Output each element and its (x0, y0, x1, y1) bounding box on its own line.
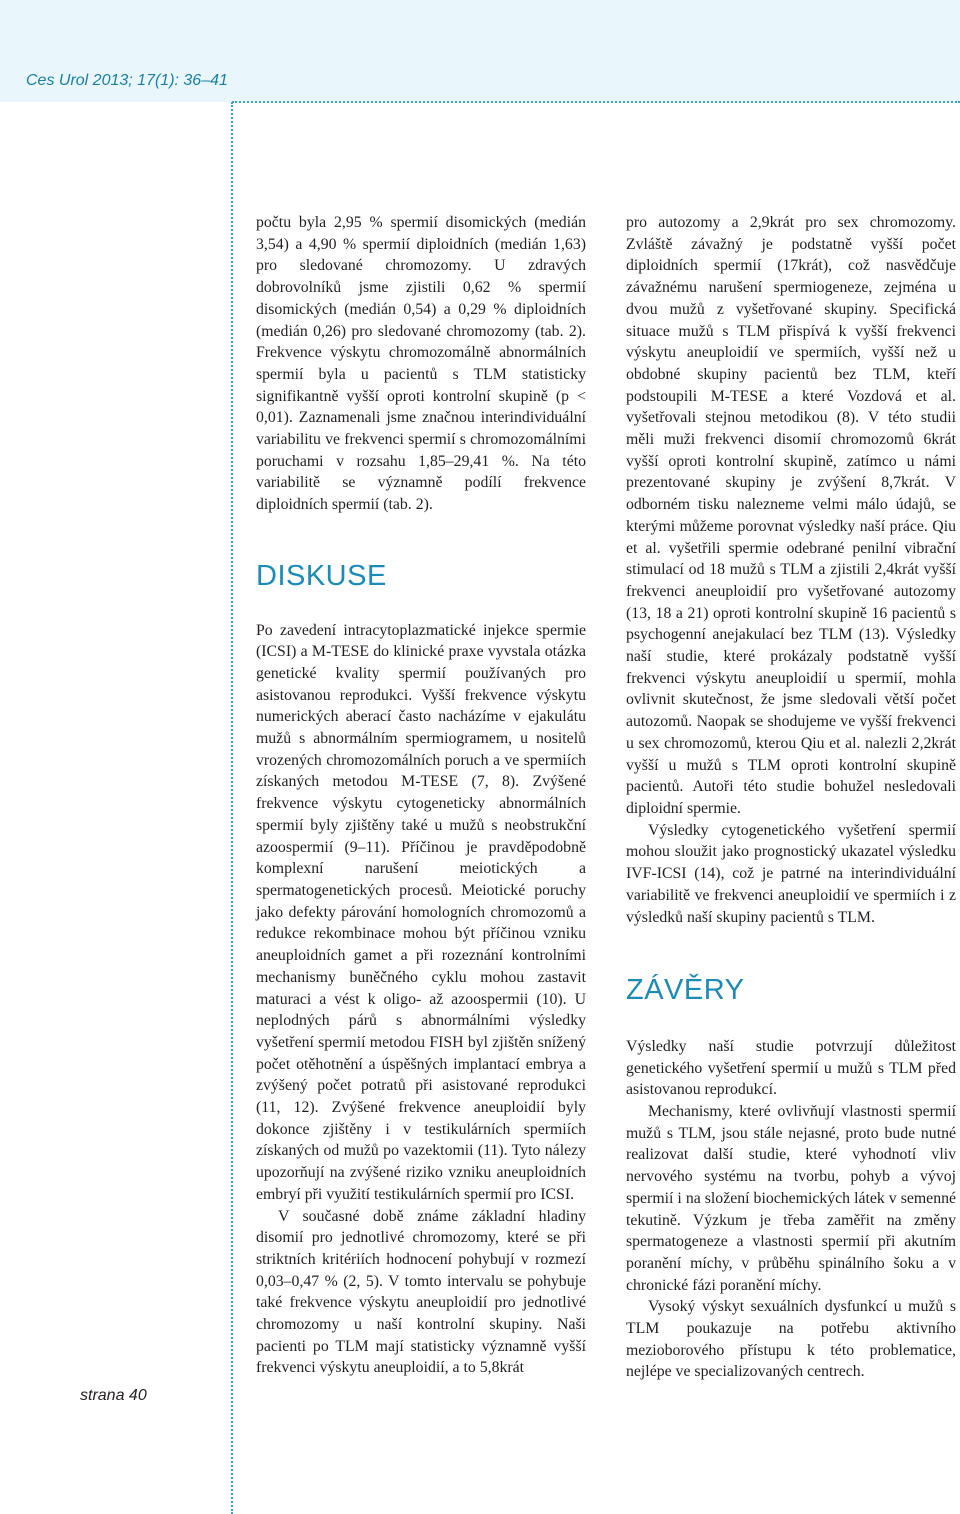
discussion-paragraph-1: Po zavedení intracytoplazmatické injekce spermie (ICSI) a M-TESE do klinické praxe vyvstala otázka genetické kvality spermií používaných pro asistovanou reprodukci. Vyšší frekvence výskytu numerických aberací často nacházíme v ejakulátu mužů s abnormálním spermiogramem, u nositelů vrozených chromozomálních poruch a ve spermiích získaných metodou M-TESE (7, 8). Zvýšené frekvence výskytu cytogeneticky abnormálních spermií byly zjištěny také u mužů s neobstrukční azoospermií (9–11). Příčinou je pravděpodobně komplexní narušení meiotických a spermatogenetických procesů. Meiotické poruchy jako defekty párování homologních chromozomů a redukce rekombinace mohou být příčinou vzniku aneuploidních gamet a při rozeznání kontrolními mechanismy buněčného cyklu mohou zastavit maturaci a vést k oligo- až azoospermii (10). U neplodných párů s abnormálními výsledky vyšetření spermií metodou FISH byl zjištěn snížený počet otěhotnění a úspěšných implantací embrya a zvýšený počet potratů při asistované reprodukci (11, 12). Zvýšené frekvence aneuploidií byly dokonce zjištěny i v testikulárních spermiích získaných od mužů po vazektomii (11). Tyto nálezy upozorňují na zvýšené riziko vzniku aneuploidních embryí při využití testikulárních spermií pro ICSI. (256, 621, 586, 1203)
vertical-divider (231, 102, 233, 1514)
section-heading-diskuse: DISKUSE (256, 559, 387, 592)
discussion-paragraph-2: V současné době známe základní hladiny disomií pro jednotlivé chromozomy, které se při striktních kritériích hodnocení pohybují v rozmezí 0,03–0,47 % (2, 5). V tomto intervalu se pohybuje také frekvence výskytu aneuploidií pro jednotlivé chromozomy u naší kontrolní skupiny. Naši pacienti po TLM mají statisticky významně vyšší frekvenci výskytu aneuploidií, a to 5,8krát (256, 1207, 586, 1377)
section-heading-zavery: ZÁVĚRY (626, 974, 745, 1007)
discussion-paragraph-3: pro autozomy a 2,9krát pro sex chromozomy. Zvláště závažný je podstatně vyšší počet diploidních spermií (17krát), což nasvědčuje závažnému narušení spermiogeneze, zejména u dvou mužů z vyšetřované skupiny. Specifická situace mužů s TLM přispívá k vyšší frekvenci výskytu aneuploidií ve spermiích, vyšší než u obdobné skupiny pacientů bez TLM, kteří podstoupili M-TESE a které Vozdová et al. vyšetřovali stejnou metodikou (8). V této studii měli muži frekvenci disomií chromozomů 6krát vyšší oproti kontrolní skupině, zatímco u námi prezentované skupiny je zvýšení 8,7krát. V odborném tisku nalezneme velmi málo údajů, se kterými můžeme porovnat výsledky naší práce. Qiu et al. vyšetřili spermie odebrané penilní vibrační stimulací od 18 mužů s TLM a zjistili 2,4krát vyšší frekvenci aneuploidií pro vyšetřované autozomy (13, 18 a 21) oproti kontrolní skupině 16 pacientů s psychogenní anejakulací bez TLM (13). Výsledky naší studie, které prokázaly podstatně vyšší frekvenci výskytu aneuploidií u spermií, mohla ovlivnit skutečnost, že jsme sledovali větší počet autozomů. Naopak se shodujeme ve vyšší frekvenci u sex chromozomů, kterou Qiu et al. nalezli 2,2krát vyšší u mužů s TLM oproti kontrolní skupině pacientů. Autoři této studie bohužel nesledovali diploidní spermie. (626, 214, 956, 817)
results-paragraph: počtu byla 2,95 % spermií disomických (medián 3,54) a 4,90 % spermií diploidních (medián 1,63) pro sledované chromozomy. U zdravých dobrovolníků jsme zjistili 0,62 % spermií disomických (medián 0,54) a 0,29 % diploidních (medián 0,26) pro sledované chromozomy (tab. 2). Frekvence výskytu chromozomálně abnormálních spermií byla u pacientů s TLM statisticky signifikantně vyšší oproti kontrolní skupině (p < 0,01). Zaznamenali jsme značnou interindividuální variabilitu ve frekvenci spermií s chromozomálními poruchami v rozsahu 1,85–29,41 %. Na této variabilitě se významně podílí frekvence diploidních spermií (tab. 2). (256, 214, 586, 514)
conclusion-paragraph-1: Výsledky naší studie potvrzují důležitost genetického vyšetření spermií u mužů s TLM před asistovanou reprodukcí. (626, 1037, 956, 1099)
conclusion-paragraph-3: Vysoký výskyt sexuálních dysfunkcí u mužů s TLM poukazuje na potřebu aktivního mezioborového přístupu k této problematice, nejlépe ve specializovaných centrech. (626, 1298, 956, 1381)
discussion-paragraph-4: Výsledky cytogenetického vyšetření spermií mohou sloužit jako prognostický ukazatel výsledku IVF-ICSI (14), což je patrné na interindividuální variabilitě ve frekvenci aneuploidií ve spermiích i z výsledků naší skupiny pacientů s TLM. (626, 821, 956, 926)
sidebar-band (0, 102, 232, 1514)
journal-reference: Ces Urol 2013; 17(1): 36–41 (26, 72, 228, 89)
left-column (256, 212, 586, 1379)
horizontal-divider (232, 101, 960, 103)
conclusion-paragraph-2: Mechanismy, které ovlivňují vlastnosti spermií mužů s TLM, jsou stále nejasné, proto bude nutné realizovat další studie, které vyhodnotí vliv nervového systému na tvorbu, pohyb a vývoj spermií i na složení biochemických látek v semenné tekutině. Výzkum je třeba zaměřit na změny spermatogeneze a vlastnosti spermií při akutním poranění míchy, v průběhu spinálního šoku a v chronické fázi poranění míchy. (626, 1103, 956, 1294)
page-number: strana 40 (80, 1387, 147, 1404)
right-column (626, 212, 956, 1383)
